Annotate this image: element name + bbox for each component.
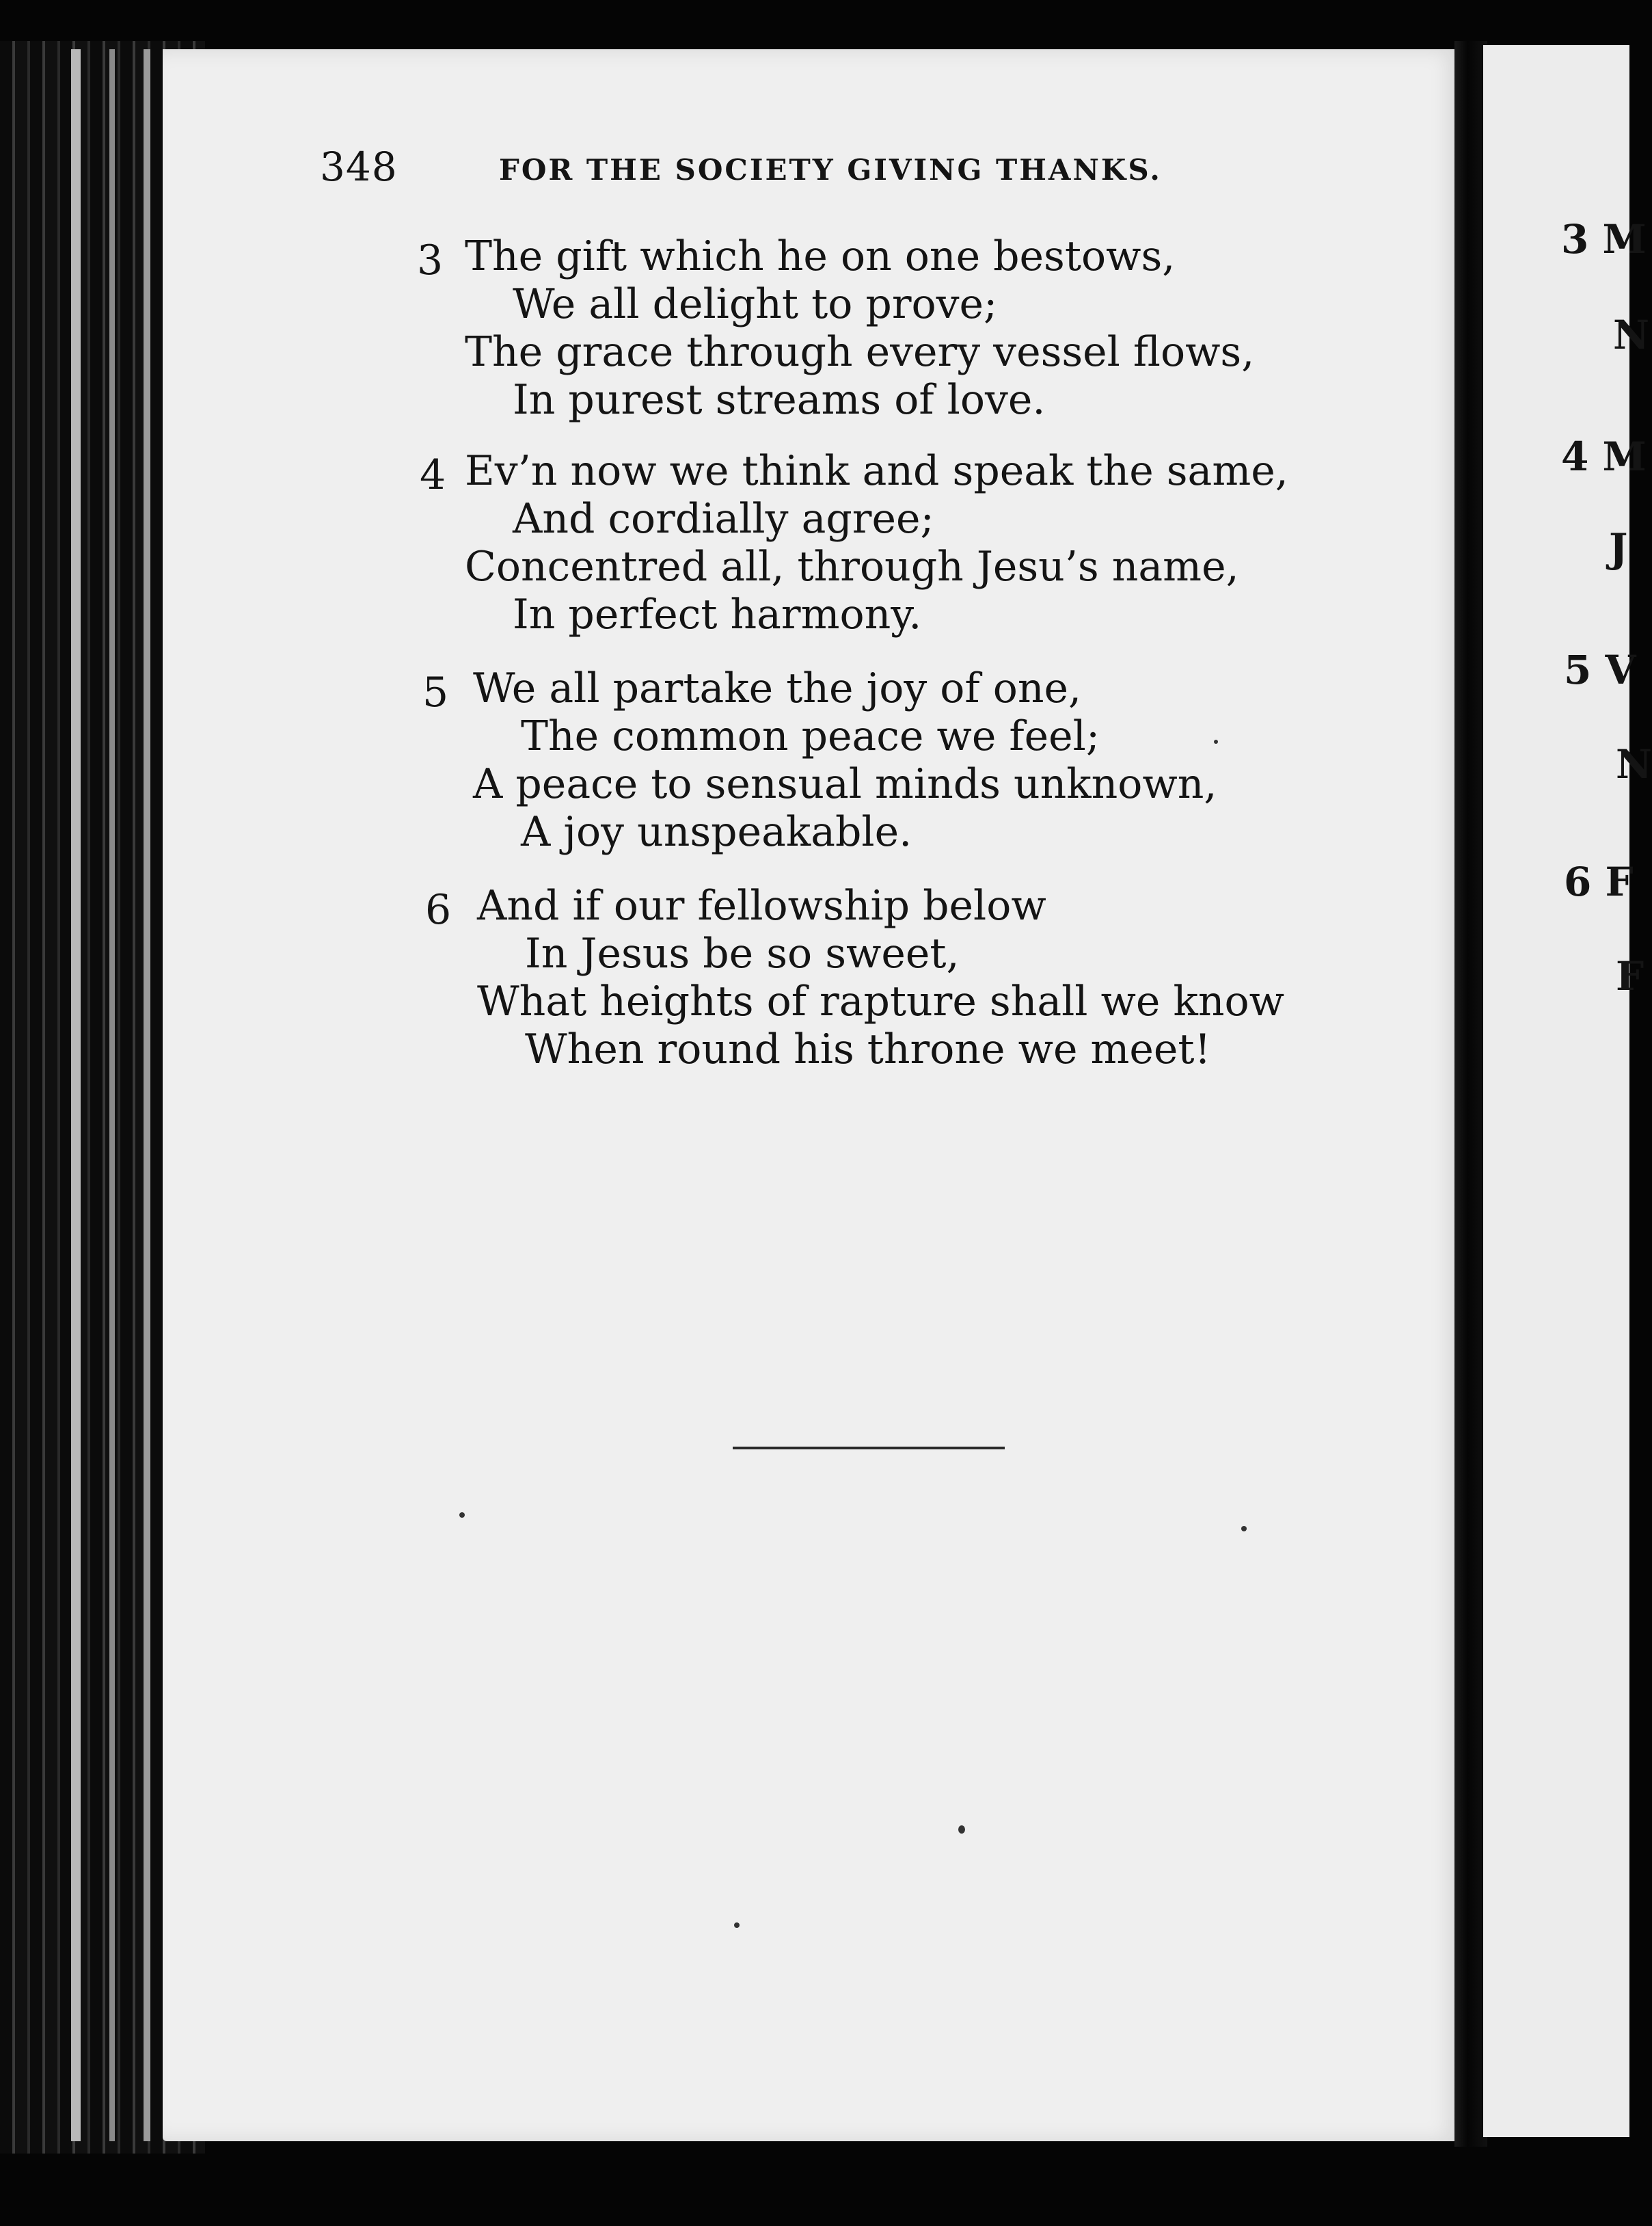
scan-speck xyxy=(734,1922,740,1928)
scan-speck xyxy=(1241,1526,1247,1531)
page-edge-highlight xyxy=(71,49,81,2141)
page-edge-highlight xyxy=(109,49,115,2141)
book-gutter xyxy=(1454,41,1487,2147)
verse-line: Concentred all, through Jesu’s name, xyxy=(465,543,1239,591)
stanza-number: 3 xyxy=(417,237,444,284)
verse-line: A peace to sensual minds unknown, xyxy=(473,760,1217,808)
facing-page-fragment: 5 V xyxy=(1564,647,1636,693)
verse-line: In purest streams of love. xyxy=(513,376,1046,424)
facing-page-fragment: 6 F xyxy=(1564,859,1634,905)
scan-speck xyxy=(958,1825,965,1834)
verse-line: What heights of rapture shall we know xyxy=(477,978,1284,1025)
verse-line: And cordially agree; xyxy=(513,495,934,543)
verse-line: In Jesus be so sweet, xyxy=(525,930,960,978)
verse-line: The common peace we feel; xyxy=(521,712,1100,760)
verse-line: When round his throne we meet! xyxy=(525,1025,1211,1073)
page-number: 348 xyxy=(320,144,398,190)
scan-speck xyxy=(1214,740,1218,744)
verse-line: We all delight to prove; xyxy=(513,280,998,328)
verse-line: We all partake the joy of one, xyxy=(473,665,1082,712)
stanza-number: 5 xyxy=(422,669,449,716)
facing-page-fragment: N xyxy=(1613,312,1650,358)
facing-page-fragment: 3 M xyxy=(1561,216,1647,263)
verse-line: Ev’n now we think and speak the same, xyxy=(465,447,1288,495)
page-edge-highlight xyxy=(144,49,150,2141)
facing-page-fragment: 4 M xyxy=(1561,433,1647,480)
facing-page-fragment: N xyxy=(1616,741,1652,788)
verse-line: The grace through every vessel flows, xyxy=(465,328,1255,376)
stanza-number: 4 xyxy=(420,451,446,499)
stanza-number: 6 xyxy=(425,886,452,934)
verse-line: And if our fellowship below xyxy=(477,882,1046,930)
running-head xyxy=(320,144,1208,198)
scan-speck xyxy=(459,1512,465,1518)
verse-line: A joy unspeakable. xyxy=(521,808,912,856)
facing-page-fragment: J xyxy=(1609,525,1628,572)
verse-line: In perfect harmony. xyxy=(513,591,922,639)
verse-line: The gift which he on one bestows, xyxy=(465,232,1176,280)
running-head-title: FOR THE SOCIETY GIVING THANKS. xyxy=(499,153,1162,187)
section-divider-rule xyxy=(733,1447,1005,1449)
right-facing-page xyxy=(1483,45,1629,2137)
facing-page-fragment: F xyxy=(1616,953,1644,1000)
